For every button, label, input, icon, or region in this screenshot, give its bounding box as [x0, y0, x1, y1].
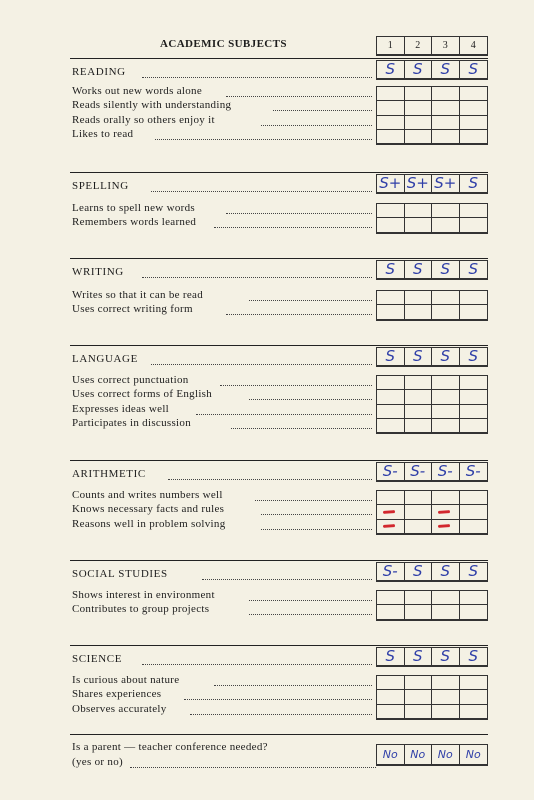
skill-cell — [432, 605, 460, 619]
skill-cell — [460, 405, 488, 419]
subject-marks-row — [376, 260, 488, 280]
skill-cell — [405, 291, 433, 305]
mark-quarter-1: S- — [377, 563, 405, 581]
section-divider — [70, 645, 488, 646]
quarter-2-header: 2 — [405, 37, 433, 55]
skill-leader — [184, 699, 372, 700]
subject-leader — [142, 664, 372, 665]
skill-cell — [405, 218, 433, 232]
mark-quarter-4: S — [460, 648, 488, 666]
red-pencil-mark — [383, 524, 395, 528]
conference-answer-row — [376, 744, 488, 766]
skill-leader — [226, 314, 373, 315]
skill-leader — [249, 614, 372, 615]
skill-leader — [196, 414, 372, 415]
skill-cell — [460, 390, 488, 404]
skill-cell — [377, 376, 405, 390]
mark-quarter-3: S — [432, 61, 460, 79]
skill-leader — [226, 96, 373, 97]
subject-marks-row — [376, 647, 488, 667]
skill-cell — [432, 690, 460, 704]
mark-quarter-1: S- — [377, 463, 405, 481]
skill-cell — [377, 116, 405, 130]
skill-cell — [377, 305, 405, 319]
skill-label: Knows necessary facts and rules — [72, 503, 225, 516]
conference-hint: (yes or no) — [72, 756, 123, 768]
conference-leader — [130, 767, 376, 768]
skill-leader — [214, 227, 372, 228]
skill-cell — [432, 87, 460, 101]
skill-cell — [460, 291, 488, 305]
skill-cell — [377, 505, 405, 519]
skill-cell — [432, 419, 460, 433]
mark-quarter-4: S — [460, 348, 488, 366]
skill-cell — [432, 204, 460, 218]
conference-divider — [70, 734, 488, 735]
mark-quarter-1: S — [377, 61, 405, 79]
skill-cell — [432, 291, 460, 305]
skill-cell — [460, 705, 488, 719]
skill-leader — [249, 600, 372, 601]
skill-cell — [460, 605, 488, 619]
skill-cell — [377, 705, 405, 719]
skill-cell — [432, 218, 460, 232]
skill-cell — [405, 390, 433, 404]
skill-cell — [405, 101, 433, 115]
skill-cell — [377, 405, 405, 419]
skill-cell — [460, 591, 488, 605]
subject-marks-row — [376, 562, 488, 582]
skill-leader — [249, 399, 372, 400]
skill-cell — [432, 591, 460, 605]
mark-quarter-1: S — [377, 648, 405, 666]
skill-label: Uses correct writing form — [72, 303, 193, 316]
skill-cell — [460, 204, 488, 218]
skill-leader — [190, 714, 372, 715]
subject-heading: SPELLING — [72, 180, 129, 192]
skill-cell — [460, 505, 488, 519]
skill-label: Shows interest in environment — [72, 589, 215, 601]
subject-leader — [142, 77, 372, 78]
section-divider — [70, 460, 488, 461]
mark-quarter-3: S — [432, 563, 460, 581]
skill-cell — [377, 204, 405, 218]
skill-grid — [376, 675, 488, 720]
skill-leader — [231, 428, 372, 429]
skill-cell — [405, 116, 433, 130]
skill-cell — [405, 305, 433, 319]
conference-answer-4: No — [460, 745, 488, 765]
subject-marks-row — [376, 174, 488, 194]
skill-cell — [432, 676, 460, 690]
skill-cell — [405, 505, 433, 519]
skill-grid — [376, 290, 488, 321]
skill-cell — [432, 130, 460, 144]
subject-leader — [151, 191, 372, 192]
skill-label: Shares experiences — [72, 688, 162, 701]
skill-cell — [377, 101, 405, 115]
skill-cell — [405, 491, 433, 505]
skill-cell — [460, 116, 488, 130]
skill-cell — [405, 130, 433, 144]
skill-grid — [376, 590, 488, 621]
skill-cell — [460, 305, 488, 319]
mark-quarter-4: S- — [460, 463, 488, 481]
skill-cell — [460, 520, 488, 534]
skill-leader — [226, 213, 373, 214]
skill-cell — [405, 591, 433, 605]
skill-grid — [376, 375, 488, 434]
skill-label: Uses correct punctuation — [72, 374, 189, 386]
skill-grid — [376, 203, 488, 234]
skill-cell — [432, 376, 460, 390]
skill-cell — [460, 676, 488, 690]
skill-cell — [432, 520, 460, 534]
quarter-1-header: 1 — [377, 37, 405, 55]
mark-quarter-4: S — [460, 261, 488, 279]
conference-question: Is a parent — teacher conference needed? — [72, 741, 268, 753]
skill-leader — [255, 500, 372, 501]
skill-cell — [377, 491, 405, 505]
skill-label: Counts and writes numbers well — [72, 489, 223, 501]
quarter-4-header: 4 — [460, 37, 488, 55]
mark-quarter-2: S — [405, 563, 433, 581]
skill-cell — [377, 419, 405, 433]
skill-cell — [460, 690, 488, 704]
skill-label: Uses correct forms of English — [72, 388, 213, 401]
mark-quarter-4: S — [460, 563, 488, 581]
skill-cell — [432, 390, 460, 404]
subject-leader — [202, 579, 372, 580]
conference-answer-3: No — [432, 745, 460, 765]
subject-heading: WRITING — [72, 266, 124, 278]
red-pencil-mark — [383, 510, 395, 514]
skill-label: Reads silently with understanding — [72, 99, 232, 112]
skill-label: Remembers words learned — [72, 216, 197, 229]
skill-leader — [261, 514, 372, 515]
subject-heading: ARITHMETIC — [72, 468, 146, 480]
section-divider — [70, 560, 488, 561]
skill-cell — [432, 505, 460, 519]
skill-cell — [405, 204, 433, 218]
skill-grid — [376, 490, 488, 535]
section-divider — [70, 172, 488, 173]
skill-cell — [432, 305, 460, 319]
skill-cell — [460, 87, 488, 101]
subject-marks-row — [376, 60, 488, 80]
skill-leader — [155, 139, 372, 140]
section-divider — [70, 258, 488, 259]
skill-cell — [405, 705, 433, 719]
skill-grid — [376, 86, 488, 145]
mark-quarter-1: S — [377, 261, 405, 279]
subject-leader — [151, 364, 372, 365]
skill-cell — [460, 419, 488, 433]
mark-quarter-3: S- — [432, 463, 460, 481]
red-pencil-mark — [438, 510, 450, 514]
mark-quarter-2: S — [405, 61, 433, 79]
skill-cell — [377, 130, 405, 144]
mark-quarter-2: S — [405, 261, 433, 279]
mark-quarter-3: S — [432, 261, 460, 279]
skill-label: Participates in discussion — [72, 416, 192, 429]
skill-cell — [432, 491, 460, 505]
skill-cell — [377, 87, 405, 101]
skill-cell — [377, 690, 405, 704]
skill-cell — [377, 520, 405, 534]
mark-quarter-1: S+ — [377, 175, 405, 193]
subject-heading: SOCIAL STUDIES — [72, 568, 168, 580]
mark-quarter-3: S+ — [432, 175, 460, 193]
subject-heading: LANGUAGE — [72, 353, 138, 365]
skill-cell — [405, 376, 433, 390]
skill-cell — [405, 419, 433, 433]
subject-marks-row — [376, 347, 488, 367]
skill-cell — [377, 676, 405, 690]
subject-heading: READING — [72, 66, 126, 78]
skill-label: Expresses ideas well — [72, 402, 170, 415]
skill-cell — [377, 218, 405, 232]
mark-quarter-2: S — [405, 348, 433, 366]
skill-cell — [432, 116, 460, 130]
skill-label: Contributes to group projects — [72, 603, 210, 616]
skill-cell — [377, 591, 405, 605]
subject-leader — [142, 277, 372, 278]
skill-cell — [405, 605, 433, 619]
mark-quarter-2: S — [405, 648, 433, 666]
skill-cell — [432, 101, 460, 115]
skill-label: Reasons well in problem solving — [72, 517, 226, 530]
skill-cell — [460, 376, 488, 390]
skill-cell — [405, 676, 433, 690]
skill-cell — [460, 218, 488, 232]
mark-quarter-2: S- — [405, 463, 433, 481]
skill-cell — [432, 405, 460, 419]
skill-cell — [377, 390, 405, 404]
skill-label: Is curious about nature — [72, 674, 180, 686]
skill-label: Observes accurately — [72, 702, 167, 715]
skill-cell — [377, 605, 405, 619]
skill-cell — [405, 87, 433, 101]
skill-leader — [273, 110, 372, 111]
skill-cell — [405, 690, 433, 704]
skill-cell — [460, 101, 488, 115]
conference-answer-1: No — [377, 745, 405, 765]
skill-cell — [405, 520, 433, 534]
skill-label: Works out new words alone — [72, 85, 203, 97]
skill-leader — [261, 529, 372, 530]
section-divider — [70, 58, 488, 59]
skill-label: Reads orally so others enjoy it — [72, 113, 215, 126]
skill-leader — [220, 385, 372, 386]
mark-quarter-3: S — [432, 648, 460, 666]
subject-heading: SCIENCE — [72, 653, 123, 665]
skill-cell — [460, 130, 488, 144]
skill-label: Learns to spell new words — [72, 202, 195, 214]
quarter-header-row — [376, 36, 488, 56]
skill-cell — [460, 491, 488, 505]
mark-quarter-4: S — [460, 175, 488, 193]
skill-cell — [405, 405, 433, 419]
skill-cell — [432, 705, 460, 719]
skill-leader — [249, 300, 372, 301]
mark-quarter-4: S — [460, 61, 488, 79]
skill-label: Writes so that it can be read — [72, 289, 204, 301]
page-title: ACADEMIC SUBJECTS — [160, 38, 287, 50]
skill-cell — [377, 291, 405, 305]
red-pencil-mark — [438, 524, 450, 528]
conference-answer-2: No — [405, 745, 433, 765]
skill-leader — [214, 685, 372, 686]
subject-leader — [168, 479, 372, 480]
mark-quarter-3: S — [432, 348, 460, 366]
quarter-3-header: 3 — [432, 37, 460, 55]
mark-quarter-1: S — [377, 348, 405, 366]
skill-leader — [261, 125, 372, 126]
section-divider — [70, 345, 488, 346]
skill-label: Likes to read — [72, 127, 134, 140]
mark-quarter-2: S+ — [405, 175, 433, 193]
subject-marks-row — [376, 462, 488, 482]
